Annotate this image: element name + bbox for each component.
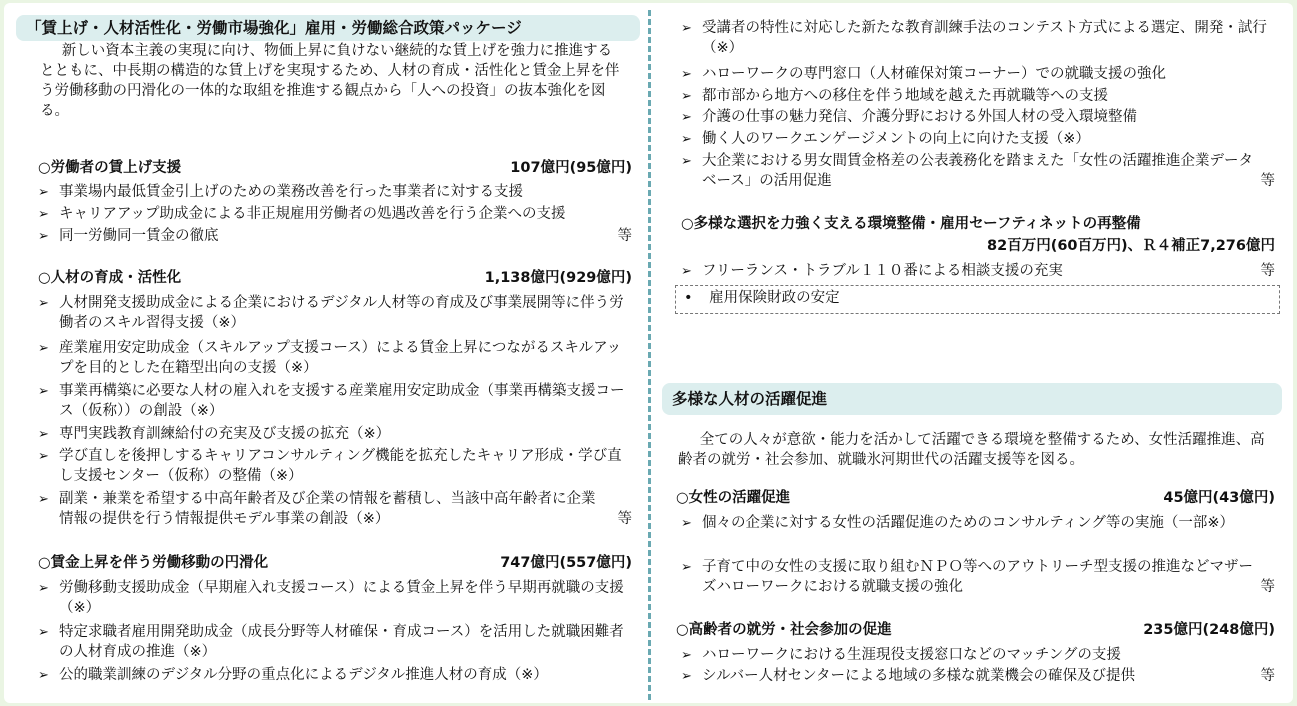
arrow-bullet-icon: ➢ (681, 132, 692, 147)
section-budget: 45億円(43億円) (1163, 490, 1275, 506)
list-item: ➢ 産業雇用安定助成金（スキルアップ支援コース）による賃金上昇につながるスキルアップを目的とした在籍型出向の支援（※） (38, 340, 622, 376)
list-item: ➢ 働く人のワークエンゲージメントの向上に向けた支援（※） (681, 130, 1273, 150)
section-title-diverse-talent: 多様な人材の活躍促進 (662, 383, 1282, 415)
intro-paragraph: 新しい資本主義の実現に向け、物価上昇に負けない継続的な賃上げを強力に推進するとともに、中長期の構造的な賃上げを実現するため、人材の育成・活性化と賃金上昇を伴う労働移動の円滑化の一体的な取組を推進する観点から「人への投資」の抜本強化を図る。 (40, 43, 620, 119)
section-heading-talent-development (38, 268, 632, 288)
list-item: ➢ 子育て中の女性の支援に取り組むＮＰＯ等へのアウトリーチ型支援の推進などマザーズハローワークにおける就職支援の強化 等 (681, 558, 1275, 597)
list-item: ➢ キャリアアップ助成金による非正規雇用労働者の処遇改善を行う企業への支援 (38, 205, 638, 225)
etc-suffix: 等 (617, 228, 632, 244)
section-budget: 1,138億円(929億円) (484, 270, 632, 286)
etc-suffix: 等 (1260, 668, 1275, 684)
arrow-bullet-icon: ➢ (38, 668, 49, 683)
section-heading-safety-net (681, 214, 1275, 234)
list-item: ➢ 特定求職者雇用開発助成金（成長分野等人材確保・育成コース）を活用した就職困難者の人材育成の推進（※） (38, 624, 624, 660)
list-item: ➢ 個々の企業に対する女性の活躍促進のためのコンサルティング等の実施（一部※） (681, 514, 1275, 534)
section-budget: 235億円(248億円) (1143, 622, 1275, 638)
list-item: ➢ 介護の仕事の魅力発信、介護分野における外国人材の受入環境整備 (681, 108, 1273, 128)
etc-suffix: 等 (1260, 263, 1275, 279)
arrow-bullet-icon: ➢ (38, 492, 49, 507)
list-item: ➢ ハローワークの専門窓口（人材確保対策コーナー）での就職支援の強化 (681, 65, 1273, 85)
arrow-bullet-icon: ➢ (38, 581, 49, 596)
arrow-bullet-icon: ➢ (38, 427, 49, 442)
arrow-bullet-icon: ➢ (38, 625, 49, 640)
section-title: ○多様な選択を力強く支える環境整備・雇用セーフティネットの再整備 (681, 216, 1141, 232)
arrow-bullet-icon: ➢ (681, 154, 692, 169)
section-heading-wage-support (38, 158, 632, 178)
arrow-bullet-icon: ➢ (681, 560, 692, 575)
arrow-bullet-icon: ➢ (681, 89, 692, 104)
column-divider (648, 10, 651, 700)
arrow-bullet-icon: ➢ (38, 229, 49, 244)
arrow-bullet-icon: ➢ (38, 296, 49, 311)
list-item: ➢ フリーランス・トラブル１１０番による相談支援の充実 等 (681, 262, 1275, 282)
arrow-bullet-icon: ➢ (681, 516, 692, 531)
list-item: ➢ 事業場内最低賃金引上げのための業務改善を行った事業者に対する支援 (38, 183, 628, 203)
section-title: ○賃金上昇を伴う労働移動の円滑化 (38, 555, 269, 571)
package-title: 「賃上げ・人材活性化・労働市場強化」雇用・労働総合政策パッケージ (16, 15, 640, 41)
list-item: ➢ 公的職業訓練のデジタル分野の重点化によるデジタル推進人材の育成（※） (38, 666, 638, 686)
section-title: ○労働者の賃上げ支援 (38, 160, 182, 176)
boxed-item: • 雇用保険財政の安定 (675, 285, 1280, 314)
list-item: ➢ 都市部から地方への移住を伴う地域を越えた再就職等への支援 (681, 87, 1273, 107)
arrow-bullet-icon: ➢ (681, 110, 692, 125)
etc-suffix: 等 (1260, 172, 1275, 189)
list-item: ➢ 学び直しを後押しするキャリアコンサルティング機能を拡充したキャリア形成・学び直し支援センター（仮称）の整備（※） (38, 448, 622, 484)
arrow-bullet-icon: ➢ (681, 21, 692, 36)
list-item: ➢ 大企業における男女間賃金格差の公表義務化を踏まえた「女性の活躍推進企業データベース」の活用促進 等 (681, 152, 1275, 191)
arrow-bullet-icon: ➢ (681, 648, 692, 663)
arrow-bullet-icon: ➢ (38, 384, 49, 399)
arrow-bullet-icon: ➢ (38, 449, 49, 464)
intro-paragraph-2: 全ての人々が意欲・能力を活かして活躍できる環境を整備するため、女性活躍推進、高齢者の就労・社会参加、就職氷河期世代の活躍支援等を図る。 (678, 432, 1265, 468)
bullet-icon: • (684, 290, 693, 306)
list-item: ➢ シルバー人材センターによる地域の多様な就業機会の確保及び提供 等 (681, 667, 1275, 687)
arrow-bullet-icon: ➢ (38, 185, 49, 200)
list-item: ➢ ハローワークにおける生涯現役支援窓口などのマッチングの支援 (681, 646, 1275, 666)
etc-suffix: 等 (1260, 578, 1275, 595)
section-budget: 747億円(557億円) (500, 555, 632, 571)
arrow-bullet-icon: ➢ (681, 67, 692, 82)
section-heading-elderly (676, 620, 1275, 640)
arrow-bullet-icon: ➢ (681, 264, 692, 279)
list-item: ➢ 人材開発支援助成金による企業におけるデジタル人材等の育成及び事業展開等に伴う労働者のスキル習得支援（※） (38, 295, 624, 331)
section-title: ○高齢者の就労・社会参加の促進 (676, 622, 892, 638)
list-item: ➢ 労働移動支援助成金（早期雇入れ支援コース）による賃金上昇を伴う早期再就職の支援（※） (38, 580, 624, 616)
list-item: ➢ 受講者の特性に対応した新たな教育訓練手法のコンテスト方式による選定、開発・試行（※） (681, 20, 1267, 56)
list-item: ➢ 副業・兼業を希望する中高年齢者及び企業の情報を蓄積し、当該中高年齢者に企業情報の提供を行う情報提供モデル事業の創設（※） 等 (38, 490, 632, 529)
section-title: ○人材の育成・活性化 (38, 270, 182, 286)
section-heading-labor-mobility (38, 553, 632, 573)
arrow-bullet-icon: ➢ (38, 207, 49, 222)
list-item: ➢ 専門実践教育訓練給付の充実及び支援の拡充（※） (38, 425, 632, 445)
etc-suffix: 等 (617, 510, 632, 527)
section-budget: 107億円(95億円) (510, 160, 632, 176)
section-heading-women (676, 488, 1275, 508)
arrow-bullet-icon: ➢ (681, 669, 692, 684)
section-title: ○女性の活躍促進 (676, 490, 791, 506)
section-budget: 82百万円(60百万円)、Ｒ４補正7,276億円 (987, 238, 1275, 254)
arrow-bullet-icon: ➢ (38, 341, 49, 356)
list-item: ➢ 同一労働同一賃金の徹底 等 (38, 227, 632, 247)
list-item: ➢ 事業再構築に必要な人材の雇入れを支援する産業雇用安定助成金（事業再構築支援コース（仮称））の創設（※） (38, 383, 625, 419)
